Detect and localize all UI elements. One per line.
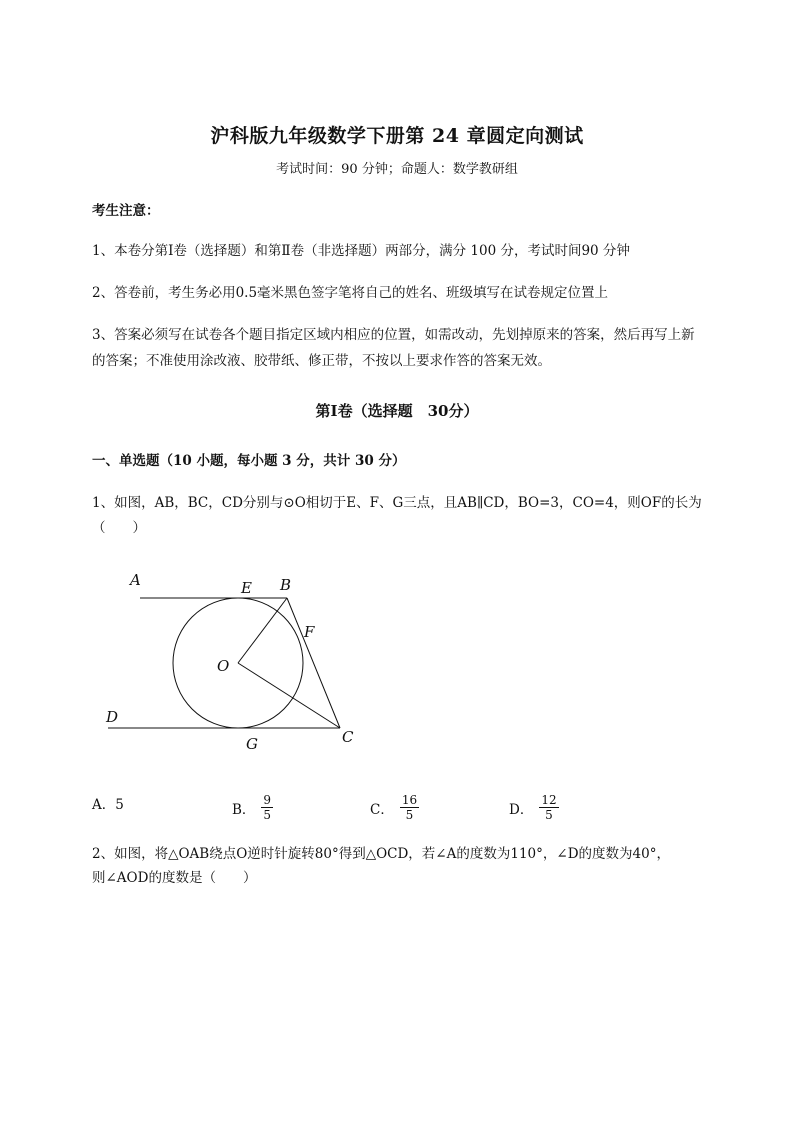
- choice-d-denominator: 5: [545, 808, 553, 822]
- choice-c-label: C．: [370, 801, 394, 818]
- question-2-text-cont: 则∠AOD的度数是（ ）: [92, 870, 257, 886]
- notice-heading: 考生注意：: [92, 203, 160, 219]
- choice-b-denominator: 5: [263, 808, 272, 822]
- choice-b[interactable]: [232, 793, 273, 822]
- question-1-figure: [0, 560, 420, 760]
- choice-a[interactable]: [92, 793, 124, 813]
- choice-d-fraction: [539, 793, 558, 822]
- label-g: G: [246, 735, 258, 753]
- line-bc: [287, 598, 340, 728]
- page-title: 沪科版九年级数学下册第 24 章圆定向测试: [210, 125, 584, 147]
- choice-d-label: D．: [509, 801, 534, 818]
- label-c: C: [342, 728, 354, 746]
- label-a: A: [130, 571, 141, 589]
- line-oc: [238, 663, 340, 728]
- notice-item-1: 1、本卷分第Ⅰ卷（选择题）和第Ⅱ卷（非选择题）两部分，满分 100 分，考试时间90 分钟: [92, 243, 630, 259]
- choice-b-label: B．: [232, 801, 256, 818]
- label-b: B: [280, 576, 292, 594]
- choice-c-fraction: [400, 793, 419, 822]
- section-title: 第Ⅰ卷（选择题 30分）: [315, 402, 479, 420]
- question-1-bracket: （ ）: [92, 520, 146, 536]
- notice-item-2: 2、答卷前，考生务必用0.5毫米黑色签字笔将自己的姓名、班级填写在试卷规定位置上: [92, 285, 609, 301]
- question-2-text: 2、如图，将△OAB绕点O逆时针旋转80°得到△OCD，若∠A的度数为110°，∠D的度数为40°，: [92, 846, 670, 862]
- part-heading: 一、单选题（10 小题，每小题 3 分，共计 30 分）: [92, 453, 406, 469]
- choice-d-numerator: 12: [541, 793, 557, 807]
- label-d: D: [106, 708, 119, 726]
- choice-c[interactable]: [370, 793, 419, 822]
- question-1-text: 1、如图，AB，BC，CD分别与⊙O相切于E、F、G三点，且AB∥CD，BO=3，CO=4，则OF的长为: [92, 495, 702, 511]
- choice-d[interactable]: [509, 793, 559, 822]
- notice-item-3: 3、答案必须写在试卷各个题目指定区域内相应的位置，如需改动，先划掉原来的答案，然后再写上新: [92, 327, 695, 343]
- label-f: F: [304, 623, 315, 641]
- label-e: E: [241, 579, 252, 597]
- notice-item-3-cont: 的答案；不准使用涂改液、胶带纸、修正带，不按以上要求作答的答案无效。: [92, 353, 551, 369]
- choice-b-numerator: 9: [263, 793, 272, 807]
- exam-info: 考试时间：90 分钟；命题人：数学教研组: [276, 162, 518, 177]
- choice-c-numerator: 16: [401, 793, 418, 807]
- label-o: O: [217, 657, 230, 675]
- choice-b-fraction: [261, 793, 273, 822]
- line-ob: [238, 598, 287, 663]
- choice-c-denominator: 5: [405, 808, 414, 822]
- choice-a-label: A．5: [92, 797, 124, 813]
